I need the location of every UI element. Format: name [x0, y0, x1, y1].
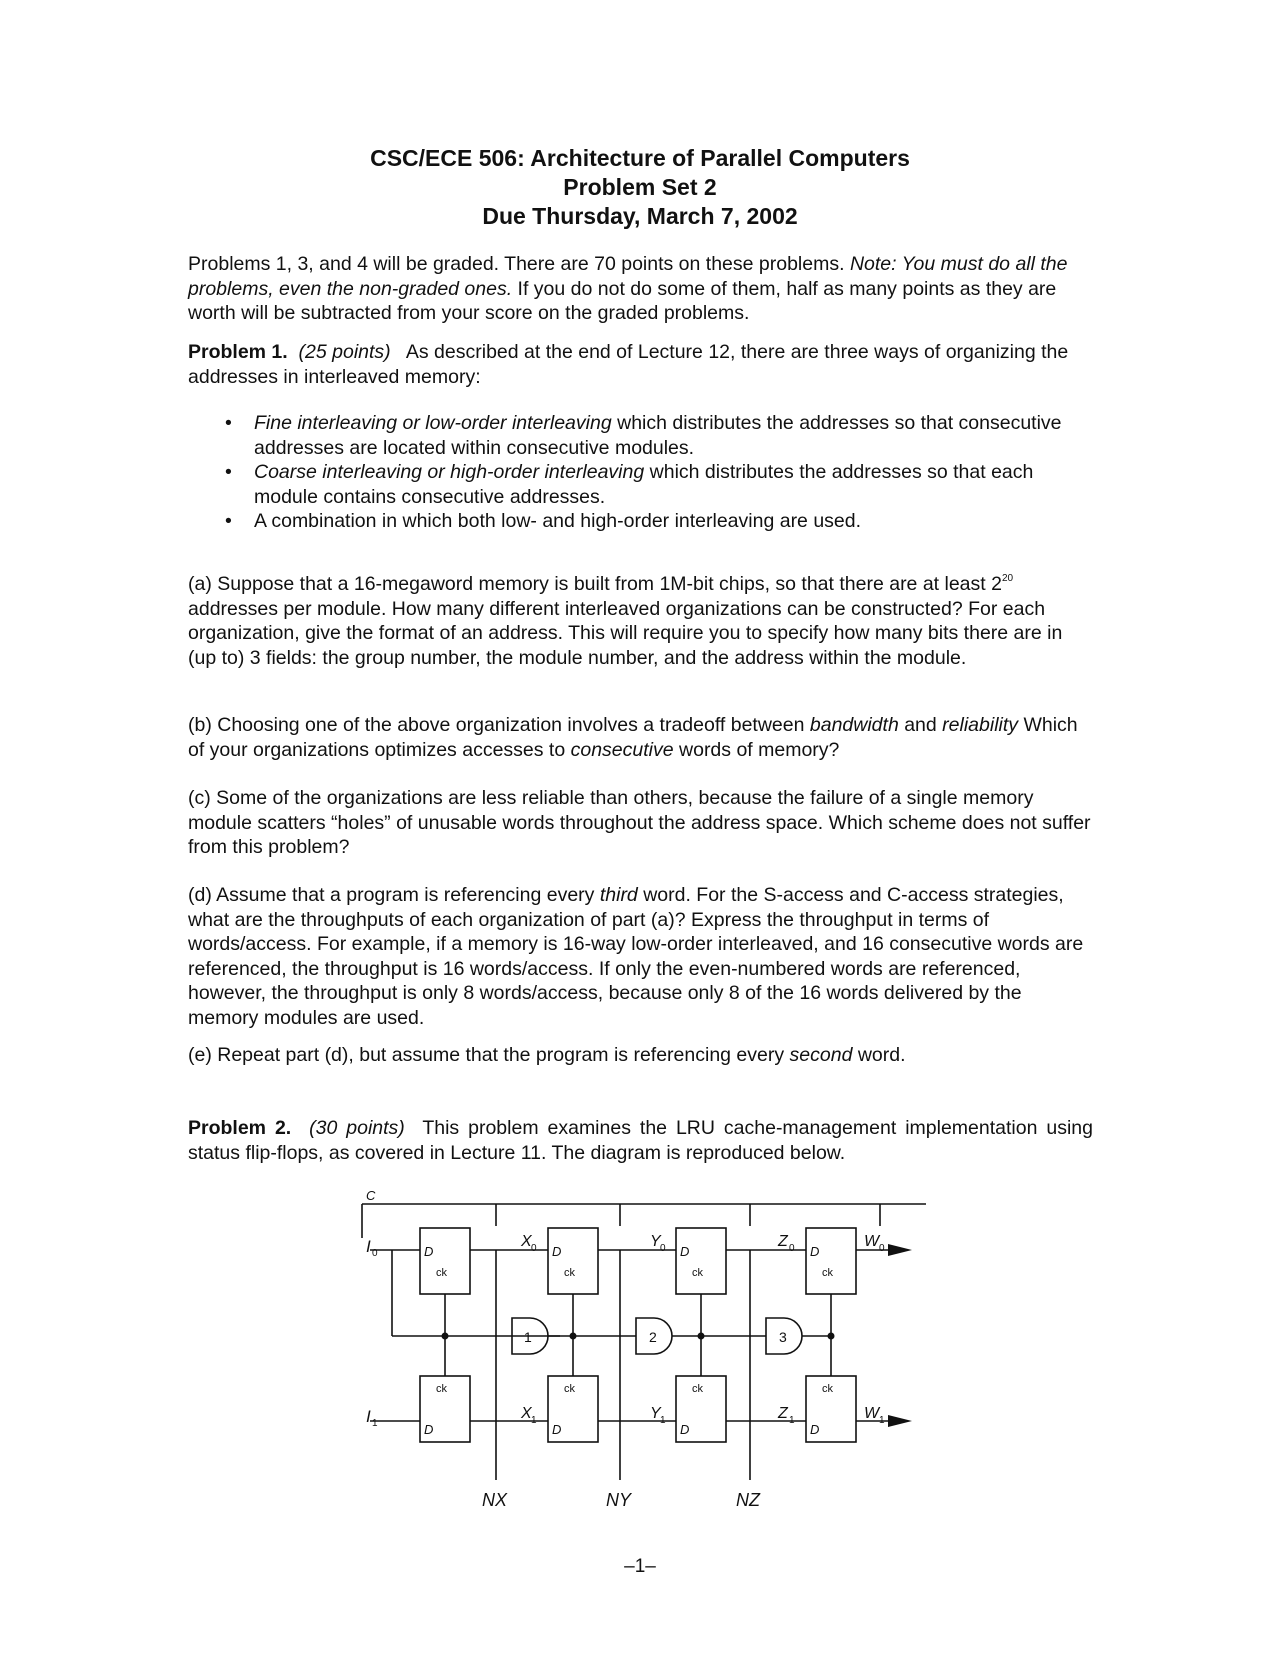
input-i1-sub: 1	[372, 1418, 378, 1429]
ff-top-1-ck: ck	[436, 1267, 447, 1279]
problem1-label: Problem 1.	[188, 341, 288, 363]
part-e-em: second	[789, 1044, 853, 1066]
signal-w1: W	[864, 1405, 880, 1422]
gate-2-label: 2	[649, 1329, 657, 1345]
part-b-text1: (b) Choosing one of the above organization involves a tradeoff between	[188, 714, 810, 736]
ff-top-4-d: D	[810, 1244, 820, 1259]
part-a-exponent: 20	[1001, 573, 1014, 584]
part-b-em3: consecutive	[570, 738, 674, 761]
bullet-1-rest: which distributes the addresses so that consecutive addresses are located within consecutive modules.	[254, 412, 1062, 459]
signal-x1-sub: 1	[531, 1415, 537, 1426]
signal-w0-sub: 0	[879, 1243, 885, 1254]
input-i0-label: I	[366, 1237, 371, 1256]
problem2-label: Problem 2.	[188, 1117, 292, 1139]
signal-x0-sub: 0	[531, 1243, 537, 1254]
problem1-text: As described at the end of Lecture 12, there are three ways of organizing the addresses in interleaved memory:	[188, 341, 1069, 388]
intro-text: Problems 1, 3, and 4 will be graded. There are 70 points on these problems.	[188, 253, 850, 275]
signal-z1: Z	[778, 1405, 788, 1422]
bullet-3-marker: •	[225, 510, 232, 532]
part-b-em1: bandwidth	[809, 714, 899, 736]
bullet-1-marker: •	[225, 412, 232, 434]
ff-top-3-d: D	[680, 1244, 690, 1259]
output-nz: NZ	[736, 1490, 760, 1510]
signal-z0: Z	[778, 1233, 788, 1250]
due-date: Due Thursday, March 7, 2002	[482, 203, 798, 229]
ff-top-1-d: D	[424, 1244, 434, 1259]
output-ny: NY	[606, 1490, 632, 1510]
problem1-points: (25 points)	[298, 341, 391, 363]
course-title: CSC/ECE 506: Architecture of Parallel Computers	[370, 145, 910, 171]
gate-3-label: 3	[779, 1329, 787, 1345]
bullet-2-rest: which distributes the addresses so that each module contains consecutive addresses.	[254, 461, 1034, 508]
part-d-text1: (d) Assume that a program is referencing every	[188, 884, 600, 906]
part-e-text2: word.	[852, 1044, 906, 1066]
input-i1-label: I	[366, 1407, 371, 1426]
intro-note: Note: You must do all the problems, even the non-graded ones.	[188, 253, 1068, 300]
signal-x1: X	[521, 1405, 532, 1422]
part-b-em2: reliability	[942, 714, 1019, 736]
signal-z1-sub: 1	[789, 1415, 795, 1426]
part-b-text2: and	[898, 714, 943, 736]
bullet-2-em: Coarse interleaving or high-order interleaving	[254, 461, 645, 483]
page-number: –1–	[624, 1556, 656, 1577]
ff-bot-3-d: D	[680, 1422, 690, 1437]
signal-z0-sub: 0	[789, 1243, 795, 1254]
ff-bot-1-ck: ck	[436, 1383, 447, 1395]
problem2-text: This problem examines the LRU cache-management implementation using status flip-flops, as covered in Lecture 11. The diagram is reproduced below.	[188, 1117, 1093, 1164]
bullet-1-em: Fine interleaving or low-order interleaving	[254, 412, 612, 434]
ff-bot-4-ck: ck	[822, 1383, 833, 1395]
bullet-2-marker: •	[225, 461, 232, 483]
ff-bot-1-d: D	[424, 1422, 434, 1437]
part-d-em: third	[599, 884, 638, 906]
signal-y1: Y	[650, 1405, 661, 1422]
signal-w1-sub: 1	[879, 1415, 885, 1426]
ff-top-2-ck: ck	[564, 1267, 575, 1279]
input-i0-sub: 0	[372, 1248, 378, 1259]
problem2-points: (30 points)	[309, 1117, 405, 1139]
signal-y0: Y	[650, 1233, 661, 1250]
ff-bot-3-ck: ck	[692, 1383, 703, 1395]
part-b-text3: Which of your organizations optimizes accesses to	[188, 714, 1078, 761]
ff-top-3-ck: ck	[692, 1267, 703, 1279]
ff-bot-4-d: D	[810, 1422, 820, 1437]
part-d-text2: word. For the S-access and C-access strategies, what are the throughputs of each organization of part (a)? Express the throughput in terms of words/access. For example, if a memory is 16-way low-order interleaved, and 16 consecutive words are referenced, the throughput is 16 words/access. If only the even-numbered words are referenced, however, the throughput is only 8 words/access, because only 8 of the 16 words delivered by the memory modules are used.	[188, 884, 1084, 1029]
signal-y0-sub: 0	[660, 1243, 666, 1254]
part-a-text: (a) Suppose that a 16-megaword memory is built from 1M-bit chips, so that there are at least 2	[188, 573, 1002, 595]
ff-top-2-d: D	[552, 1244, 562, 1259]
ff-bot-2-d: D	[552, 1422, 562, 1437]
gate-1-label: 1	[524, 1329, 532, 1345]
output-nx: NX	[482, 1490, 508, 1510]
clock-label: C	[366, 1188, 376, 1203]
part-e-text1: (e) Repeat part (d), but assume that the program is referencing every	[188, 1044, 790, 1066]
signal-x0: X	[521, 1233, 532, 1250]
ff-top-4-ck: ck	[822, 1267, 833, 1279]
part-b-text4: words of memory?	[673, 738, 840, 761]
intro-rest: If you do not do some of them, half as many points as they are worth will be subtracted from your score on the graded problems.	[188, 277, 1057, 324]
part-c-text: (c) Some of the organizations are less reliable than others, because the failure of a single memory module scatters “holes” of unusable words throughout the address space. Which scheme does not suffer from this problem?	[188, 787, 1091, 858]
problem-set-title: Problem Set 2	[563, 174, 717, 200]
signal-y1-sub: 1	[660, 1415, 666, 1426]
signal-w0: W	[864, 1233, 880, 1250]
bullet-3-text: A combination in which both low- and high-order interleaving are used.	[254, 510, 862, 532]
part-a-rest: addresses per module. How many different interleaved organizations can be constructed? For each organization, give the format of an address. This will require you to specify how many bits there are in (up to) 3 fields: the group number, the module number, and the address within the module.	[188, 597, 1063, 669]
ff-bot-2-ck: ck	[564, 1383, 575, 1395]
